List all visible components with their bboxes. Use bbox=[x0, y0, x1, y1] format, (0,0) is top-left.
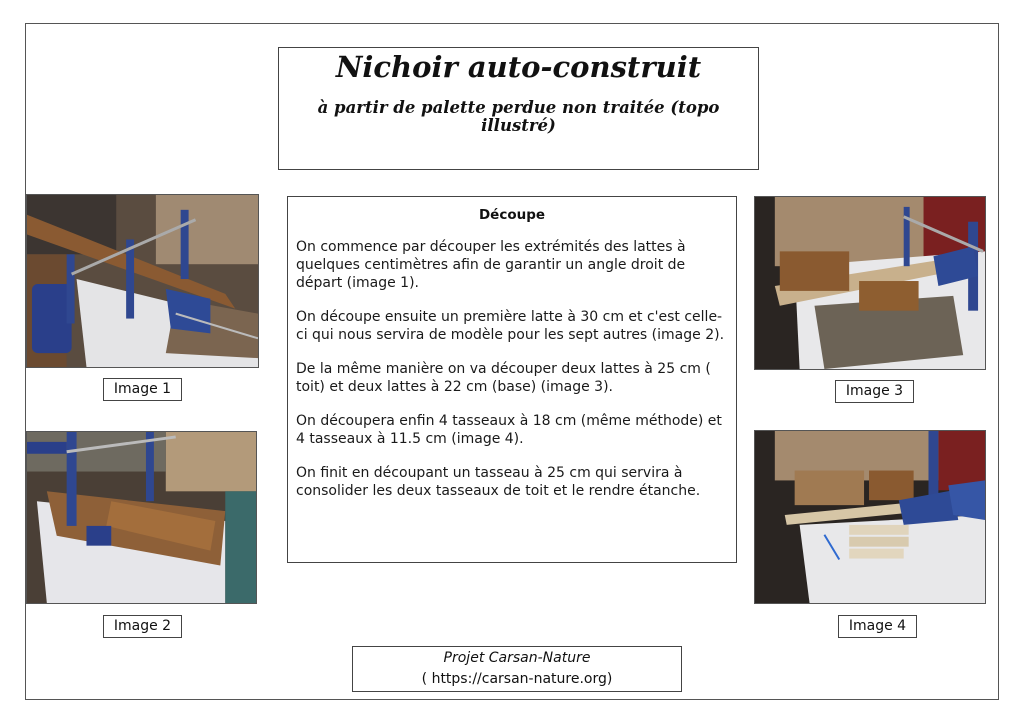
section-title: Découpe bbox=[478, 207, 546, 223]
caption-image-3: Image 3 bbox=[835, 380, 914, 403]
paragraph: On découpera enfin 4 tasseaux à 18 cm (même méthode) et 4 tasseaux à 11.5 cm (image 4). bbox=[296, 413, 722, 447]
title-box bbox=[278, 47, 759, 170]
instructions-box bbox=[287, 196, 737, 563]
caption-image-4: Image 4 bbox=[838, 615, 917, 638]
page-subtitle: à partir de palette perdue non traitée (topo illustré) bbox=[317, 98, 720, 135]
paragraph: On découpe ensuite un première latte à 30 cm et c'est celle-ci qui nous servira de modèle pour les sept autres (image 2). bbox=[296, 309, 725, 343]
page-title: Nichoir auto-construit bbox=[335, 50, 702, 84]
paragraph: On finit en découpant un tasseau à 25 cm qui servira à consolider les deux tasseaux de toit et le rendre étanche. bbox=[296, 465, 701, 499]
project-url: ( https://carsan-nature.org) bbox=[421, 671, 613, 687]
photo-image-3 bbox=[754, 196, 986, 370]
paragraph: On commence par découper les extrémités des lattes à quelques centimètres afin de garantir un angle droit de départ (image 1). bbox=[296, 239, 686, 291]
photo-image-1 bbox=[26, 194, 259, 368]
photo-image-4 bbox=[754, 430, 986, 604]
footer-box bbox=[352, 646, 682, 692]
caption-image-2: Image 2 bbox=[103, 615, 182, 638]
photo-image-2 bbox=[26, 431, 257, 604]
project-name: Projet Carsan-Nature bbox=[443, 650, 591, 666]
caption-image-1: Image 1 bbox=[103, 378, 182, 401]
paragraph: De la même manière on va découper deux lattes à 25 cm ( toit) et deux lattes à 22 cm (base) (image 3). bbox=[296, 361, 711, 395]
